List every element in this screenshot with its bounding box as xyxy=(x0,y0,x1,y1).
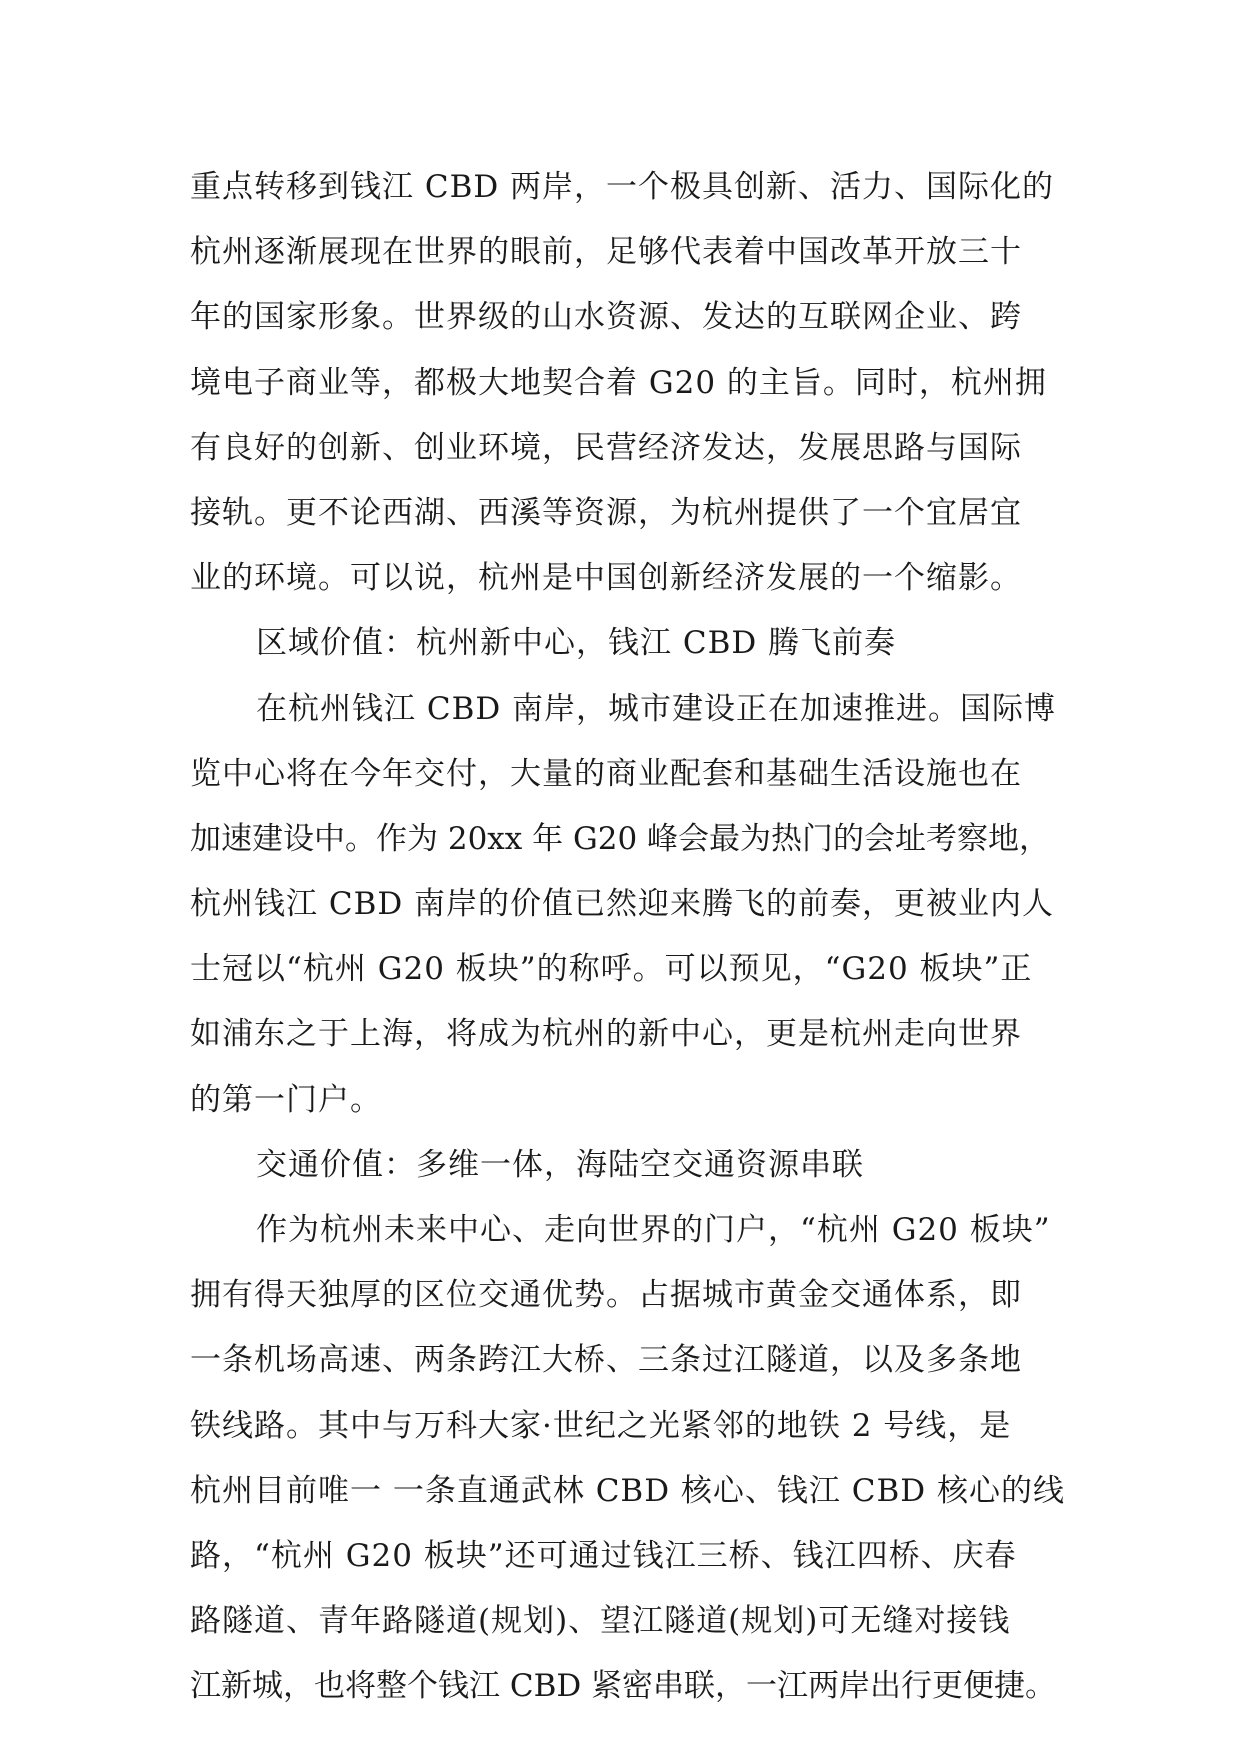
text-line: 览中心将在今年交付，大量的商业配套和基础生活设施也在 xyxy=(190,755,1022,792)
text-line: 杭州钱江 CBD 南岸的价值已然迎来腾飞的前奏，更被业内人 xyxy=(190,886,1055,923)
text-line: 有良好的创新、创业环境，民营经济发达，发展思路与国际 xyxy=(190,429,1022,466)
text-line: 江新城，也将整个钱江 CBD 紧密串联，一江两岸出行更便捷。 xyxy=(190,1668,1057,1705)
text-line: 士冠以“杭州 G20 板块”的称呼。可以预见，“G20 板块”正 xyxy=(190,951,1033,988)
text-line: 重点转移到钱江 CBD 两岸，一个极具创新、活力、国际化的 xyxy=(190,169,1055,205)
paragraph-first-line: 在杭州钱江 CBD 南岸，城市建设正在加速推进。国际博 xyxy=(256,690,1057,727)
text-line: 铁线路。其中与万科大家·世纪之光紧邻的地铁 2 号线，是 xyxy=(190,1407,1012,1444)
text-line: 加速建设中。作为 20xx 年 G20 峰会最为热门的会址考察地， xyxy=(190,820,1051,857)
text-line: 拥有得天独厚的区位交通优势。占据城市黄金交通体系，即 xyxy=(190,1277,1022,1314)
text-line: 一条机场高速、两条跨江大桥、三条过江隧道，以及多条地 xyxy=(190,1342,1022,1379)
text-line: 境电子商业等，都极大地契合着 G20 的主旨。同时，杭州拥 xyxy=(190,364,1047,401)
paragraph-first-line: 区域价值：杭州新中心，钱江 CBD 腾飞前奏 xyxy=(256,625,897,662)
text-line: 如浦东之于上海，将成为杭州的新中心，更是杭州走向世界 xyxy=(190,1016,1022,1053)
text-line: 接轨。更不论西湖、西溪等资源，为杭州提供了一个宜居宜 xyxy=(190,494,1022,531)
paragraph-first-line: 作为杭州未来中心、走向世界的门户，“杭州 G20 板块” xyxy=(256,1212,1051,1248)
text-line: 杭州目前唯一 一条直通武林 CBD 核心、钱江 CBD 核心的线 xyxy=(190,1472,1065,1509)
text-line: 的第一门户。 xyxy=(190,1081,382,1118)
text-line: 路，“杭州 G20 板块”还可通过钱江三桥、钱江四桥、庆春 xyxy=(190,1537,1017,1574)
paragraph-first-line: 交通价值：多维一体，海陆空交通资源串联 xyxy=(256,1146,864,1183)
text-line: 业的环境。可以说，杭州是中国创新经济发展的一个缩影。 xyxy=(190,560,1022,597)
document-body xyxy=(190,155,1070,1720)
text-line: 路隧道、青年路隧道(规划)、望江隧道(规划)可无缝对接钱 xyxy=(190,1603,1011,1640)
text-line: 年的国家形象。世界级的山水资源、发达的互联网企业、跨 xyxy=(190,299,1022,336)
text-line: 杭州逐渐展现在世界的眼前，足够代表着中国改革开放三十 xyxy=(190,234,1022,271)
